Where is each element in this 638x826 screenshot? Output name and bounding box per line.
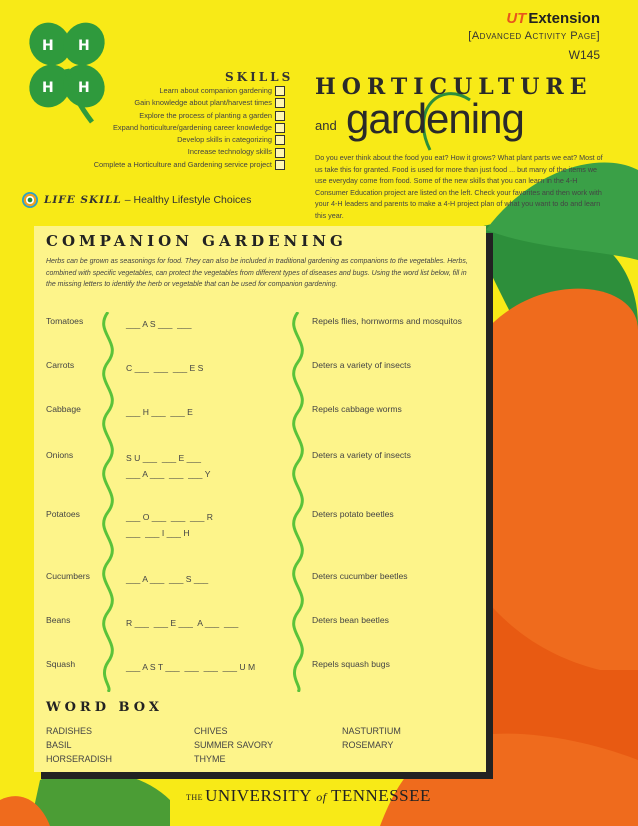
vegetable-name: Potatoes — [46, 509, 80, 519]
companion-use: Deters cucumber beetles — [312, 571, 408, 581]
skill-label: Develop skills in categorizing — [177, 135, 272, 145]
word-blank[interactable]: ___ A ___ ___ S ___ — [126, 574, 209, 584]
target-icon — [22, 192, 38, 208]
svg-text:H: H — [78, 38, 90, 54]
skill-item — [94, 85, 285, 97]
companion-use: Repels flies, hornworms and mosquitos — [312, 316, 462, 326]
skill-label: Explore the process of planting a garden — [139, 110, 272, 120]
skill-label: Gain knowledge about plant/harvest times — [134, 98, 272, 108]
word-blank[interactable]: C ___ ___ ___ E S — [126, 363, 204, 373]
footer-of: of — [316, 790, 327, 804]
skill-item — [94, 110, 285, 122]
word-box-column — [194, 724, 273, 766]
skill-label: Learn about companion gardening — [159, 86, 272, 95]
page-type-label: [Advanced Activity Page] — [468, 30, 600, 42]
companion-intro: Herbs can be grown as seasonings for food. They can also be included in traditional gardening as companions to the vegetables. Herbs, combined with specific vegetables, can protect the vegetables from different types of diseases and bugs. Using the word list below, fill in the missing letters to identify the herb or vegetable that can be used for companion gardening. — [46, 258, 468, 288]
skill-item — [94, 159, 285, 171]
life-skill: LIFE SKILL – Healthy Lifestyle Choices — [22, 192, 251, 208]
skill-label: Increase technology skills — [187, 147, 272, 157]
vine-divider-left — [88, 312, 128, 692]
skill-checkbox[interactable] — [275, 148, 285, 158]
word-blank[interactable]: ___ O ___ ___ ___ R ___ ___ I ___ H — [126, 512, 213, 538]
word-box-item: THYME — [194, 754, 226, 764]
word-box-heading: WORD BOX — [46, 700, 163, 715]
svg-text:H: H — [42, 38, 54, 54]
companion-use: Deters a variety of insects — [312, 450, 411, 460]
title-gardening: gardening — [346, 95, 524, 142]
skills-list — [94, 85, 285, 171]
companion-heading: COMPANION GARDENING — [46, 232, 347, 250]
life-skill-value: Healthy Lifestyle Choices — [133, 193, 252, 206]
word-box-item: SUMMER SAVORY — [194, 740, 274, 750]
skill-label: Expand horticulture/gardening career knowledge — [113, 122, 272, 132]
vegetable-name: Squash — [46, 659, 76, 669]
vegetable-name: Carrots — [46, 360, 75, 370]
skill-checkbox[interactable] — [275, 123, 285, 133]
companion-use: Deters potato beetles — [312, 509, 394, 519]
companion-use: Repels cabbage worms — [312, 404, 402, 414]
skill-item — [94, 122, 285, 134]
word-box-item: HORSERADISH — [46, 754, 113, 764]
leaf-shape — [30, 770, 170, 826]
skill-item — [94, 97, 285, 109]
word-blank[interactable]: ___ A S ___ ___ — [126, 319, 192, 329]
word-blank[interactable]: S U ___ ___ E ___ ___ A ___ ___ ___ Y — [126, 453, 211, 479]
skills-heading: SKILLS — [225, 70, 294, 84]
life-skill-label: LIFE SKILL — [44, 193, 122, 206]
extension-brand — [506, 10, 600, 27]
extension-label: Extension — [528, 10, 600, 27]
skill-checkbox[interactable] — [275, 86, 285, 96]
skill-checkbox[interactable] — [275, 160, 285, 170]
companion-use: Repels squash bugs — [312, 659, 390, 669]
skill-label: Complete a Horticulture and Gardening service project — [93, 159, 272, 169]
skill-item — [94, 146, 285, 158]
vegetable-name: Onions — [46, 450, 74, 460]
vegetable-name: Tomatoes — [46, 316, 84, 326]
word-box-item: NASTURTIUM — [342, 726, 401, 736]
word-box-item: RADISHES — [46, 726, 93, 736]
intro-paragraph: Do you ever think about the food you eat? How it grows? What plant parts we eat? Most of us take this for granted. Food is used for more than just food ... but many of the items we use everyday come from food. Some of the new skills that you can learn in the 4-H Consumer Education project are listed on the left. Check your favorites and then work with your 4-H leaders and parents to make a 4-H project plan of what you want to do and learn this year. — [315, 153, 603, 220]
university-wordmark — [186, 786, 431, 806]
footer-university: UNIVERSITY — [205, 786, 312, 805]
companion-use: Deters bean beetles — [312, 615, 389, 625]
word-blank[interactable]: R ___ ___ E ___ A ___ ___ — [126, 618, 239, 628]
word-box-column — [342, 724, 401, 752]
skill-checkbox[interactable] — [275, 135, 285, 145]
word-blank[interactable]: ___ H ___ ___ E — [126, 407, 193, 417]
title-horticulture: HORTICULTURE — [315, 74, 593, 100]
word-box-item: BASIL — [46, 740, 72, 750]
word-box-item: ROSEMARY — [342, 740, 394, 750]
vegetable-name: Beans — [46, 615, 71, 625]
footer-the: THE — [186, 792, 204, 802]
vegetable-name: Cabbage — [46, 404, 81, 414]
footer-state: TENNESSEE — [330, 786, 431, 805]
companion-use: Deters a variety of insects — [312, 360, 411, 370]
title-and: and — [315, 118, 337, 133]
word-box-item: CHIVES — [194, 726, 228, 736]
svg-text:H: H — [42, 80, 54, 96]
skill-item — [94, 134, 285, 146]
svg-text:H: H — [78, 80, 90, 96]
word-box-column — [46, 724, 112, 766]
page-code: W145 — [568, 48, 600, 62]
skill-checkbox[interactable] — [275, 111, 285, 121]
skill-checkbox[interactable] — [275, 98, 285, 108]
ut-logo: UT — [506, 10, 527, 27]
word-blank[interactable]: ___ A S T ___ ___ ___ ___ U M — [126, 662, 256, 672]
vegetable-name: Cucumbers — [46, 571, 90, 581]
